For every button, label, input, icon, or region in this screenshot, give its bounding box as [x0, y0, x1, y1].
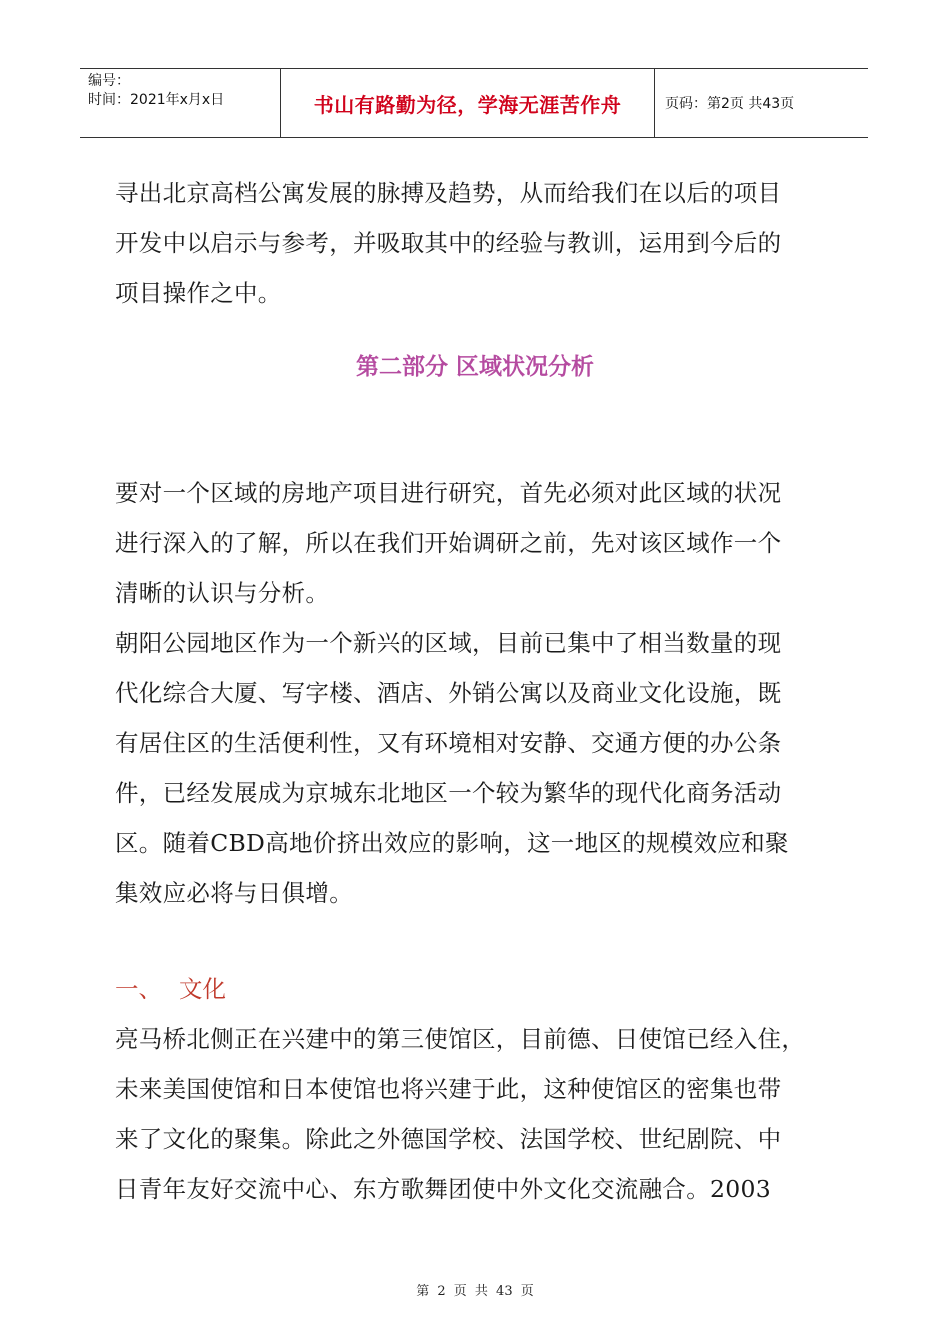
text-line: 件，已经发展成为京城东北地区一个较为繁华的现代化商务活动 — [115, 779, 782, 807]
header-motto: 书山有路勤为径，学海无涯苦作舟 — [281, 69, 655, 137]
spacer — [115, 392, 835, 468]
page-header — [80, 68, 868, 138]
subheading-culture — [115, 964, 835, 1014]
paragraph-research — [115, 468, 835, 618]
text-line: 区。随着CBD高地价挤出效应的影响，这一地区的规模效应和聚 — [115, 829, 789, 857]
intro-paragraph — [115, 168, 835, 318]
text-line: 代化综合大厦、写字楼、酒店、外销公寓以及商业文化设施，既 — [115, 679, 782, 707]
text-line: 开发中以启示与参考，并吸取其中的经验与教训，运用到今后的 — [115, 229, 782, 257]
text-line: 亮马桥北侧正在兴建中的第三使馆区，目前德、日使馆已经入住， — [115, 1025, 806, 1053]
text-line: 寻出北京高档公寓发展的脉搏及趋势，从而给我们在以后的项目 — [115, 179, 782, 207]
text-line: 要对一个区域的房地产项目进行研究，首先必须对此区域的状况 — [115, 479, 782, 507]
text-line: 有居住区的生活便利性，又有环境相对安静、交通方便的办公条 — [115, 729, 782, 757]
text-line: 日青年友好交流中心、东方歌舞团使中外文化交流融合。2003 — [115, 1175, 772, 1203]
text-line: 未来美国使馆和日本使馆也将兴建于此，这种使馆区的密集也带 — [115, 1075, 782, 1103]
spacer — [115, 918, 835, 964]
subheading-text: 文化 — [179, 975, 226, 1003]
text-line: 集效应必将与日俱增。 — [115, 879, 353, 907]
page-footer: 第 2 页 共 43 页 — [416, 1284, 534, 1299]
date-label: 时间：2021年x月x日 — [88, 92, 225, 108]
subheading-number: 一、 — [115, 975, 162, 1003]
text-line: 项目操作之中。 — [115, 279, 282, 307]
text-line: 来了文化的聚集。除此之外德国学校、法国学校、世纪剧院、中 — [115, 1125, 782, 1153]
text-line: 清晰的认识与分析。 — [115, 579, 330, 607]
text-line: 进行深入的了解，所以在我们开始调研之前，先对该区域作一个 — [115, 529, 782, 557]
text-line: 朝阳公园地区作为一个新兴的区域，目前已集中了相当数量的现 — [115, 629, 782, 657]
header-meta — [80, 69, 281, 137]
document-body — [115, 168, 835, 1214]
paragraph-culture — [115, 1014, 835, 1214]
paragraph-chaoyang-park — [115, 618, 835, 918]
section-title: 第二部分 区域状况分析 — [355, 353, 594, 380]
header-page-info: 页码：第2页 共43页 — [665, 96, 795, 112]
serial-number-label: 编号： — [88, 73, 130, 89]
